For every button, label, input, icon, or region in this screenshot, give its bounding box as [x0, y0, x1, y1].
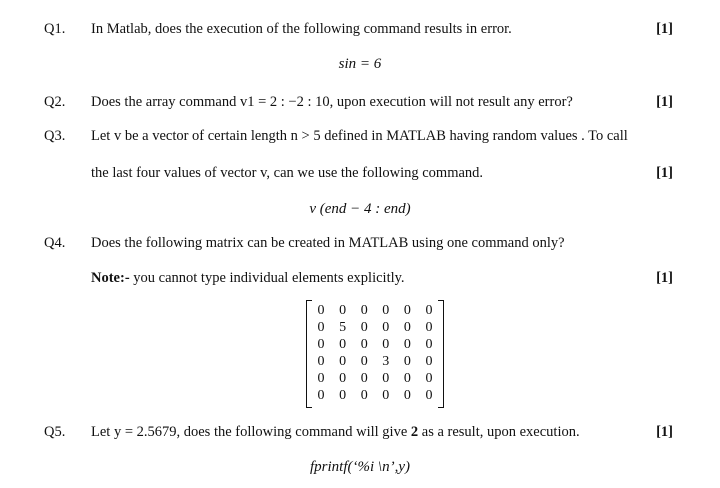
matrix-row [315, 355, 435, 369]
q5-text-before: Let y = 2.5679, does the following command will give [91, 424, 408, 440]
matrix-cell: 0 [403, 371, 411, 386]
matrix-cell: 0 [339, 303, 347, 318]
matrix-cell: 0 [339, 337, 347, 352]
q3-text-line1: Let v be a vector of certain length n > 5 defined in MATLAB having random values . To call [91, 128, 628, 144]
q4-number: Q4. [44, 235, 66, 251]
matrix-right-bracket [438, 300, 444, 408]
matrix-row [315, 321, 435, 335]
matrix-cell: 5 [339, 320, 347, 335]
matrix-cell: 0 [382, 388, 390, 403]
q5-command: fprintf(‘%i \n’,y) [310, 459, 410, 475]
matrix-left-bracket [306, 300, 312, 408]
matrix-cell: 0 [425, 388, 433, 403]
q4-note [91, 270, 405, 287]
q2-text: Does the array command v1 = 2 : −2 : 10, upon execution will not result any error? [91, 94, 573, 110]
matrix-cell: 0 [360, 354, 368, 369]
q4-note-text: you cannot type individual elements explicitly. [133, 270, 405, 286]
matrix-cell: 0 [425, 320, 433, 335]
q4-note-label: Note:- [91, 270, 130, 286]
matrix-cell: 0 [317, 337, 325, 352]
q1-number: Q1. [44, 21, 66, 37]
matrix-cell: 0 [425, 371, 433, 386]
q4-marks: [1] [656, 270, 673, 286]
q4-text: Does the following matrix can be created in MATLAB using one command only? [91, 235, 565, 251]
matrix-cell: 0 [425, 303, 433, 318]
q4-matrix [306, 300, 444, 408]
q5-number: Q5. [44, 424, 66, 440]
matrix-cell: 0 [425, 354, 433, 369]
q1-marks: [1] [656, 21, 673, 37]
matrix-cell: 0 [360, 388, 368, 403]
matrix-cell: 0 [339, 388, 347, 403]
matrix-cell: 0 [382, 320, 390, 335]
matrix-cell: 0 [403, 388, 411, 403]
matrix-cell: 0 [317, 354, 325, 369]
q5-marks: [1] [656, 424, 673, 440]
q1-text: In Matlab, does the execution of the following command results in error. [91, 21, 512, 37]
matrix-cell: 0 [317, 388, 325, 403]
matrix-cell: 0 [382, 371, 390, 386]
matrix-cell: 0 [360, 303, 368, 318]
matrix-cell: 0 [425, 337, 433, 352]
matrix-cell: 0 [403, 354, 411, 369]
q5-text-bold: 2 [410, 424, 419, 440]
q2-marks: [1] [656, 94, 673, 110]
matrix-cell: 0 [403, 303, 411, 318]
matrix-cell: 0 [317, 371, 325, 386]
matrix-cell: 0 [403, 320, 411, 335]
q2-number: Q2. [44, 94, 66, 110]
matrix-cell: 3 [382, 354, 390, 369]
q5-text [91, 424, 580, 441]
matrix-row [315, 372, 435, 386]
matrix-cell: 0 [317, 320, 325, 335]
matrix-cell: 0 [360, 337, 368, 352]
matrix-cell: 0 [382, 303, 390, 318]
matrix-cell: 0 [317, 303, 325, 318]
q3-number: Q3. [44, 128, 66, 144]
matrix-row [315, 389, 435, 403]
q3-marks: [1] [656, 165, 673, 181]
q1-command: sin = 6 [338, 56, 382, 72]
matrix-row [315, 338, 435, 352]
matrix-cell: 0 [360, 371, 368, 386]
matrix-cell: 0 [339, 354, 347, 369]
matrix-cell: 0 [382, 337, 390, 352]
q3-command: v (end − 4 : end) [309, 201, 411, 217]
matrix-cell: 0 [403, 337, 411, 352]
matrix-cell: 0 [339, 371, 347, 386]
matrix-cell: 0 [360, 320, 368, 335]
q5-text-after: as a result, upon execution. [421, 424, 580, 440]
q3-text-line2: the last four values of vector v, can we use the following command. [91, 165, 484, 181]
matrix-row [315, 304, 435, 318]
